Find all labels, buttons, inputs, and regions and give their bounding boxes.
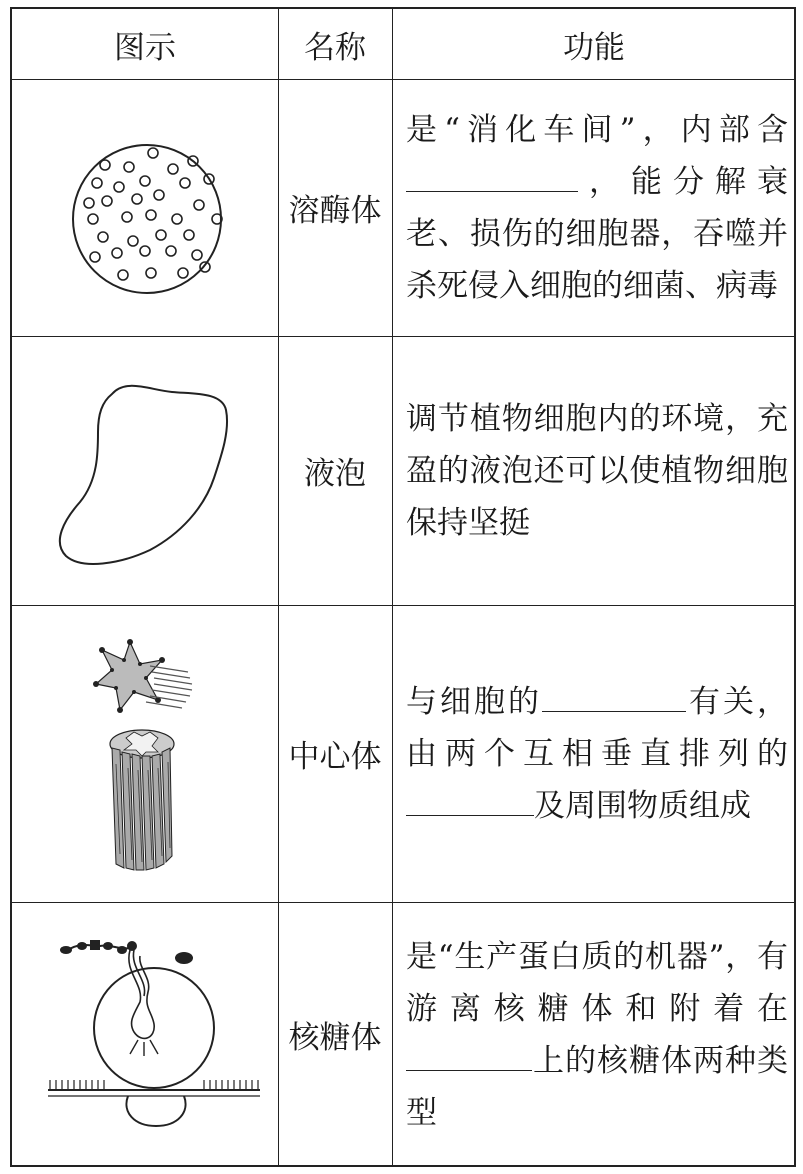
ribosome-icon [34, 932, 274, 1136]
row-name-vacuole: 液泡 [304, 456, 366, 492]
function-text: 及周围物质组成 [534, 787, 751, 824]
row-name-lysosome: 溶酶体 [288, 193, 382, 229]
row-function-lysosome [392, 79, 796, 336]
answer-blank [406, 785, 534, 816]
row-function-centrosome [392, 605, 796, 902]
organelle-table [10, 7, 796, 1167]
header-function: 功能 [563, 29, 625, 66]
lysosome-icon [67, 139, 227, 303]
function-text: 与细胞的 [406, 683, 542, 720]
function-text: 调节植物细胞内的环境，充盈的液泡还可以使植物细胞保持坚挺 [406, 400, 788, 541]
row-name-centrosome: 中心体 [288, 739, 382, 775]
answer-blank [542, 681, 686, 712]
header-figure: 图示 [114, 29, 176, 66]
row-function-ribosome [392, 902, 796, 1167]
centrosome-icon [82, 634, 212, 878]
function-text: 是“生产蛋白质的机器”，有游离核糖体和附着在 [406, 938, 788, 1027]
function-text: 有关，由两个互相垂直排列的 [406, 683, 788, 772]
function-text: ，能分解衰老、损伤的细胞器，吞噬并杀死侵入细胞的细菌、病毒 [406, 163, 788, 304]
function-text: 上的核糖体两种类型 [406, 1042, 788, 1131]
header-name: 名称 [304, 29, 366, 66]
row-function-vacuole [392, 336, 796, 605]
answer-blank [406, 1040, 532, 1071]
vacuole-icon [54, 374, 244, 578]
row-name-ribosome: 核糖体 [288, 1020, 382, 1056]
function-text: 是“消化车间”，内部含 [406, 111, 788, 148]
answer-blank [406, 161, 578, 192]
